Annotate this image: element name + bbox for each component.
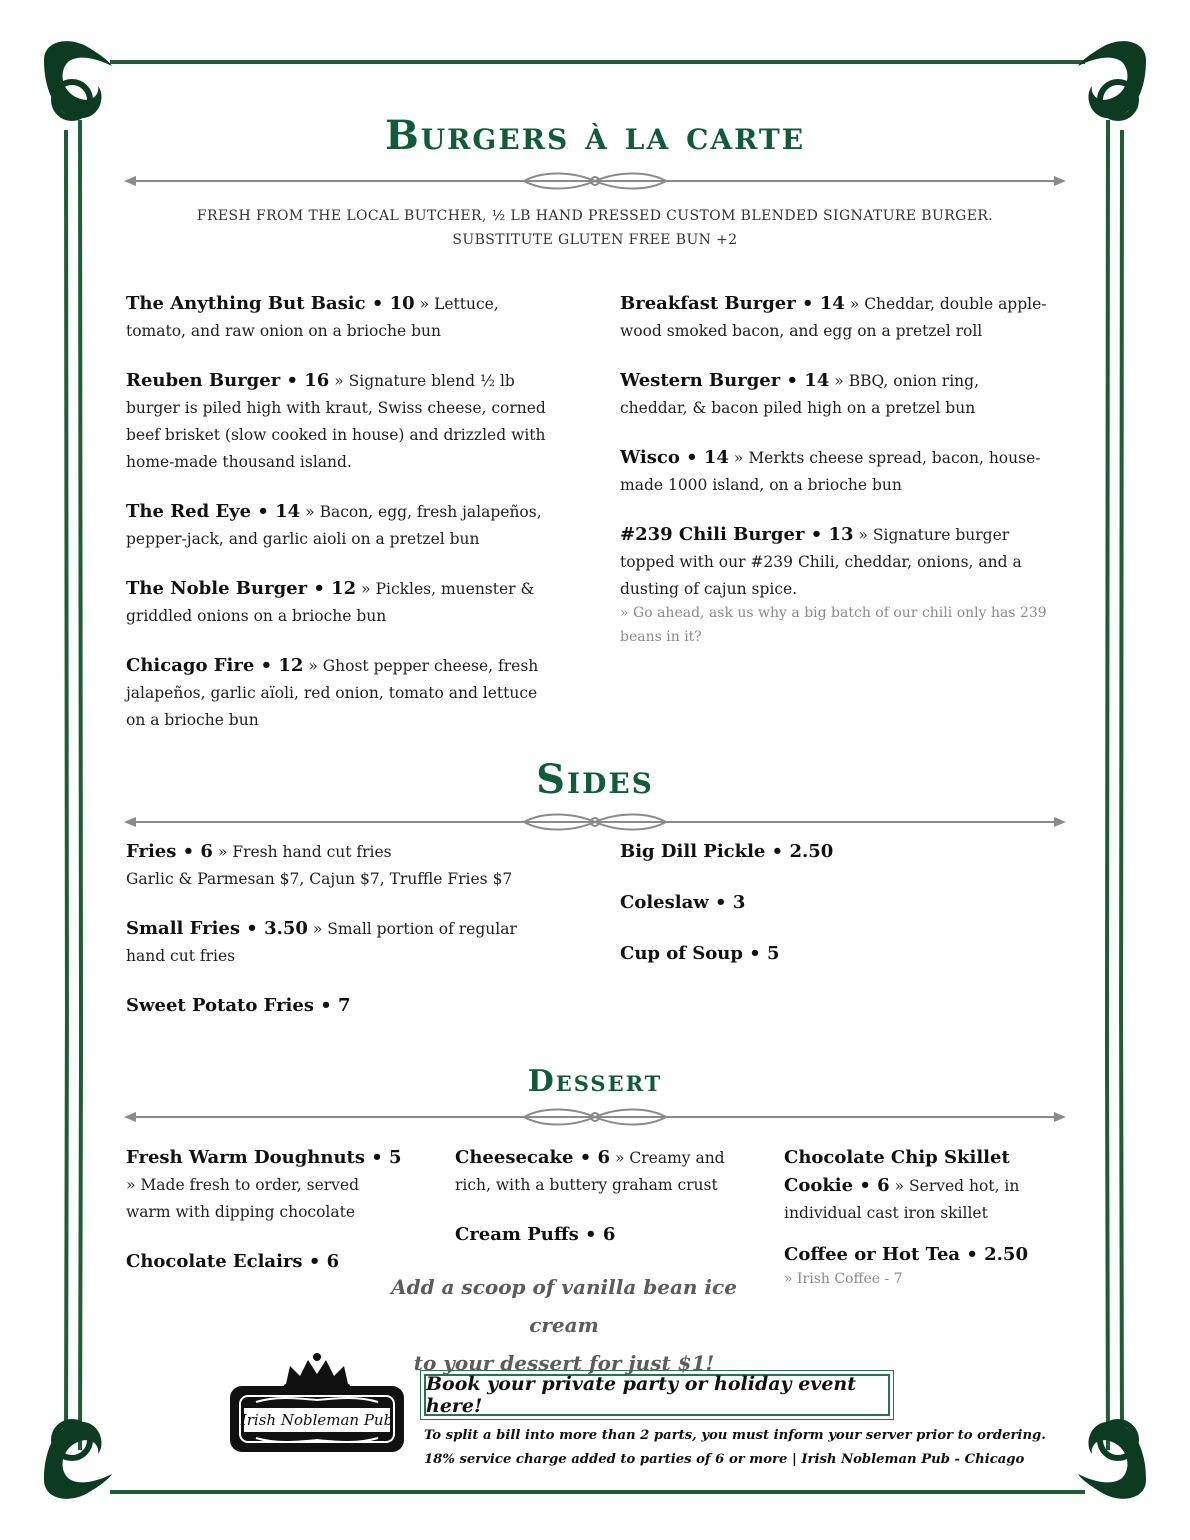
menu-item: The Anything But Basic • 10 » Lettuce, tomato, and raw onion on a brioche bun — [126, 293, 499, 340]
item-price: 6 — [200, 841, 213, 862]
dessert-title: Dessert — [527, 1064, 663, 1099]
burgers-right-column — [620, 290, 1050, 649]
item-desc: Bacon, egg, fresh jalapeños, pepper-jack, and garlic aioli on a pretzel bun — [126, 503, 542, 548]
chili-note: » Go ahead, ask us why a big batch of our chili only has 239 beans in it? — [620, 605, 1047, 645]
item-desc: Served hot, in individual cast iron skillet — [784, 1177, 1020, 1222]
item-extra: Garlic & Parmesan $7, Cajun $7, Truffle Fries $7 — [126, 870, 513, 888]
item-name: Chocolate Eclairs — [126, 1251, 303, 1272]
menu-item: Breakfast Burger • 14 » Cheddar, double apple-wood smoked bacon, and egg on a pretzel roll — [620, 293, 1047, 340]
item-price: 3.50 — [264, 918, 308, 939]
irish-coffee-note: » Irish Coffee - 7 — [784, 1271, 903, 1287]
item-price: 16 — [304, 370, 330, 391]
menu-item: Cheesecake • 6 » Creamy and rich, with a buttery graham crust — [455, 1147, 725, 1194]
item-price: 14 — [275, 501, 301, 522]
item-price: 6 — [877, 1175, 890, 1196]
menu-item: The Red Eye • 14 » Bacon, egg, fresh jalapeños, pepper-jack, and garlic aioli on a pretzel bun — [126, 501, 542, 548]
item-desc: Signature blend ½ lb burger is piled high with kraut, Swiss cheese, corned beef brisket (slow cooked in house) and drizzled with home-made thousand island. — [126, 372, 546, 471]
item-price: 2.50 — [789, 841, 834, 862]
irish-nobleman-logo — [226, 1352, 408, 1458]
burgers-intro — [150, 204, 1040, 252]
item-price: 14 — [703, 447, 729, 468]
burgers-left-column — [126, 290, 556, 756]
section-divider — [124, 811, 1066, 833]
item-price: 14 — [819, 293, 845, 314]
menu-item: Coleslaw • 3 — [620, 892, 746, 913]
item-price: 6 — [597, 1147, 611, 1168]
item-name: Fries — [126, 841, 177, 862]
item-desc: » Made fresh to order, served warm with dipping chocolate — [126, 1176, 359, 1221]
intro-line-1: FRESH FROM THE LOCAL BUTCHER, ½ LB HAND PRESSED CUSTOM BLENDED SIGNATURE BURGER. — [196, 208, 994, 224]
item-name: Fresh Warm Doughnuts — [126, 1147, 365, 1168]
item-name: #239 Chili Burger — [620, 524, 805, 545]
item-name: The Noble Burger — [126, 578, 308, 599]
item-price: 5 — [389, 1147, 402, 1168]
menu-item: Fries • 6 » Fresh hand cut fries Garlic & Parmesan $7, Cajun $7, Truffle Fries $7 — [126, 841, 513, 888]
item-name: Chocolate Chip Skillet Cookie — [784, 1147, 1010, 1196]
sides-title: Sides — [536, 756, 654, 803]
menu-item: Sweet Potato Fries • 7 — [126, 995, 351, 1016]
item-desc: Signature burger topped with our #239 Chili, cheddar, onions, and a dusting of cajun spice. — [620, 526, 1022, 598]
item-price: 2.50 — [984, 1244, 1028, 1265]
item-name: Cheesecake — [455, 1147, 574, 1168]
item-price: 3 — [732, 892, 746, 913]
item-name: The Anything But Basic — [126, 293, 366, 314]
item-name: Sweet Potato Fries — [126, 995, 314, 1016]
item-price: 14 — [804, 370, 830, 391]
logo-text: Irish Nobleman Pub — [240, 1411, 394, 1429]
item-desc: Small portion of regular hand cut fries — [126, 920, 517, 965]
item-desc: Fresh hand cut fries — [232, 843, 392, 861]
item-price: 13 — [828, 524, 854, 545]
menu-item: Wisco • 14 » Merkts cheese spread, bacon, house-made 1000 island, on a brioche bun — [620, 447, 1041, 494]
section-divider — [124, 1106, 1066, 1128]
item-name: Coffee or Hot Tea — [784, 1244, 961, 1265]
footer-fine-print: To split a bill into more than 2 parts, you must inform your server prior to ordering. 18% service charge added to parties of 6 or more | Irish Nobleman Pub - Chicago — [424, 1428, 1046, 1467]
item-name: Wisco — [620, 447, 680, 468]
menu-item: Cream Puffs • 6 — [455, 1224, 616, 1245]
menu-item: Coffee or Hot Tea • 2.50 — [784, 1244, 1028, 1265]
item-desc: Creamy and rich, with a buttery graham crust — [455, 1149, 725, 1194]
sides-left-column — [126, 838, 556, 1042]
item-name: Cream Puffs — [455, 1224, 579, 1245]
menu-item: Cup of Soup • 5 — [620, 943, 780, 964]
dessert-column-2 — [455, 1144, 745, 1271]
private-party-banner[interactable]: Book your private party or holiday event here! — [424, 1374, 890, 1416]
dessert-column-3 — [784, 1144, 1054, 1291]
menu-item: Reuben Burger • 16 » Signature blend ½ lb burger is piled high with kraut, Swiss cheese, corned beef brisket (slow cooked in house) and drizzled with home-made thousand island. — [126, 370, 546, 471]
item-name: Reuben Burger — [126, 370, 281, 391]
item-name: Breakfast Burger — [620, 293, 796, 314]
item-desc: Ghost pepper cheese, fresh jalapeños, garlic aïoli, red onion, tomato and lettuce on a brioche bun — [126, 657, 539, 729]
item-desc: Cheddar, double apple-wood smoked bacon, and egg on a pretzel roll — [620, 295, 1047, 340]
item-name: Cup of Soup — [620, 943, 743, 964]
menu-item: The Noble Burger • 12 » Pickles, muenster & griddled onions on a brioche bun — [126, 578, 535, 625]
item-desc: Merkts cheese spread, bacon, house-made 1000 island, on a brioche bun — [620, 449, 1041, 494]
item-name: Chicago Fire — [126, 655, 255, 676]
item-price: 12 — [331, 578, 357, 599]
menu-item: #239 Chili Burger • 13 » Signature burger topped with our #239 Chili, cheddar, onions, and a dusting of cajun spice. — [620, 524, 1022, 598]
item-name: Small Fries — [126, 918, 241, 939]
menu-item: Fresh Warm Doughnuts • 5 » Made fresh to order, served warm with dipping chocolate — [126, 1147, 402, 1221]
menu-item: Chocolate Chip Skillet Cookie • 6 » Served hot, in individual cast iron skillet — [784, 1147, 1020, 1222]
item-name: Coleslaw — [620, 892, 709, 913]
item-price: 7 — [338, 995, 351, 1016]
sides-right-column — [620, 838, 1050, 990]
menu-item: Big Dill Pickle • 2.50 — [620, 841, 834, 862]
item-price: 12 — [278, 655, 304, 676]
item-price: 10 — [389, 293, 415, 314]
menu-item: Chocolate Eclairs • 6 — [126, 1251, 340, 1272]
item-name: Big Dill Pickle — [620, 841, 766, 862]
item-desc: BBQ, onion ring, cheddar, & bacon piled high on a pretzel bun — [620, 372, 980, 417]
ice-cream-promo: Add a scoop of vanilla bean ice cream to your dessert for just $1! — [391, 1275, 737, 1375]
burgers-title: Burgers à la carte — [384, 112, 806, 159]
item-name: Western Burger — [620, 370, 781, 391]
intro-line-2: SUBSTITUTE GLUTEN FREE BUN +2 — [452, 232, 738, 248]
item-desc: Lettuce, tomato, and raw onion on a brioche bun — [126, 295, 499, 340]
item-price: 5 — [767, 943, 780, 964]
menu-item: Chicago Fire • 12 » Ghost pepper cheese, fresh jalapeños, garlic aïoli, red onion, tomato and lettuce on a brioche bun — [126, 655, 539, 729]
item-price: 6 — [326, 1251, 340, 1272]
section-divider — [124, 170, 1066, 192]
menu-item: Western Burger • 14 » BBQ, onion ring, cheddar, & bacon piled high on a pretzel bun — [620, 370, 980, 417]
menu-item: Small Fries • 3.50 » Small portion of regular hand cut fries — [126, 918, 517, 965]
item-name: The Red Eye — [126, 501, 252, 522]
item-price: 6 — [602, 1224, 616, 1245]
item-desc: Pickles, muenster & griddled onions on a brioche bun — [126, 580, 535, 625]
